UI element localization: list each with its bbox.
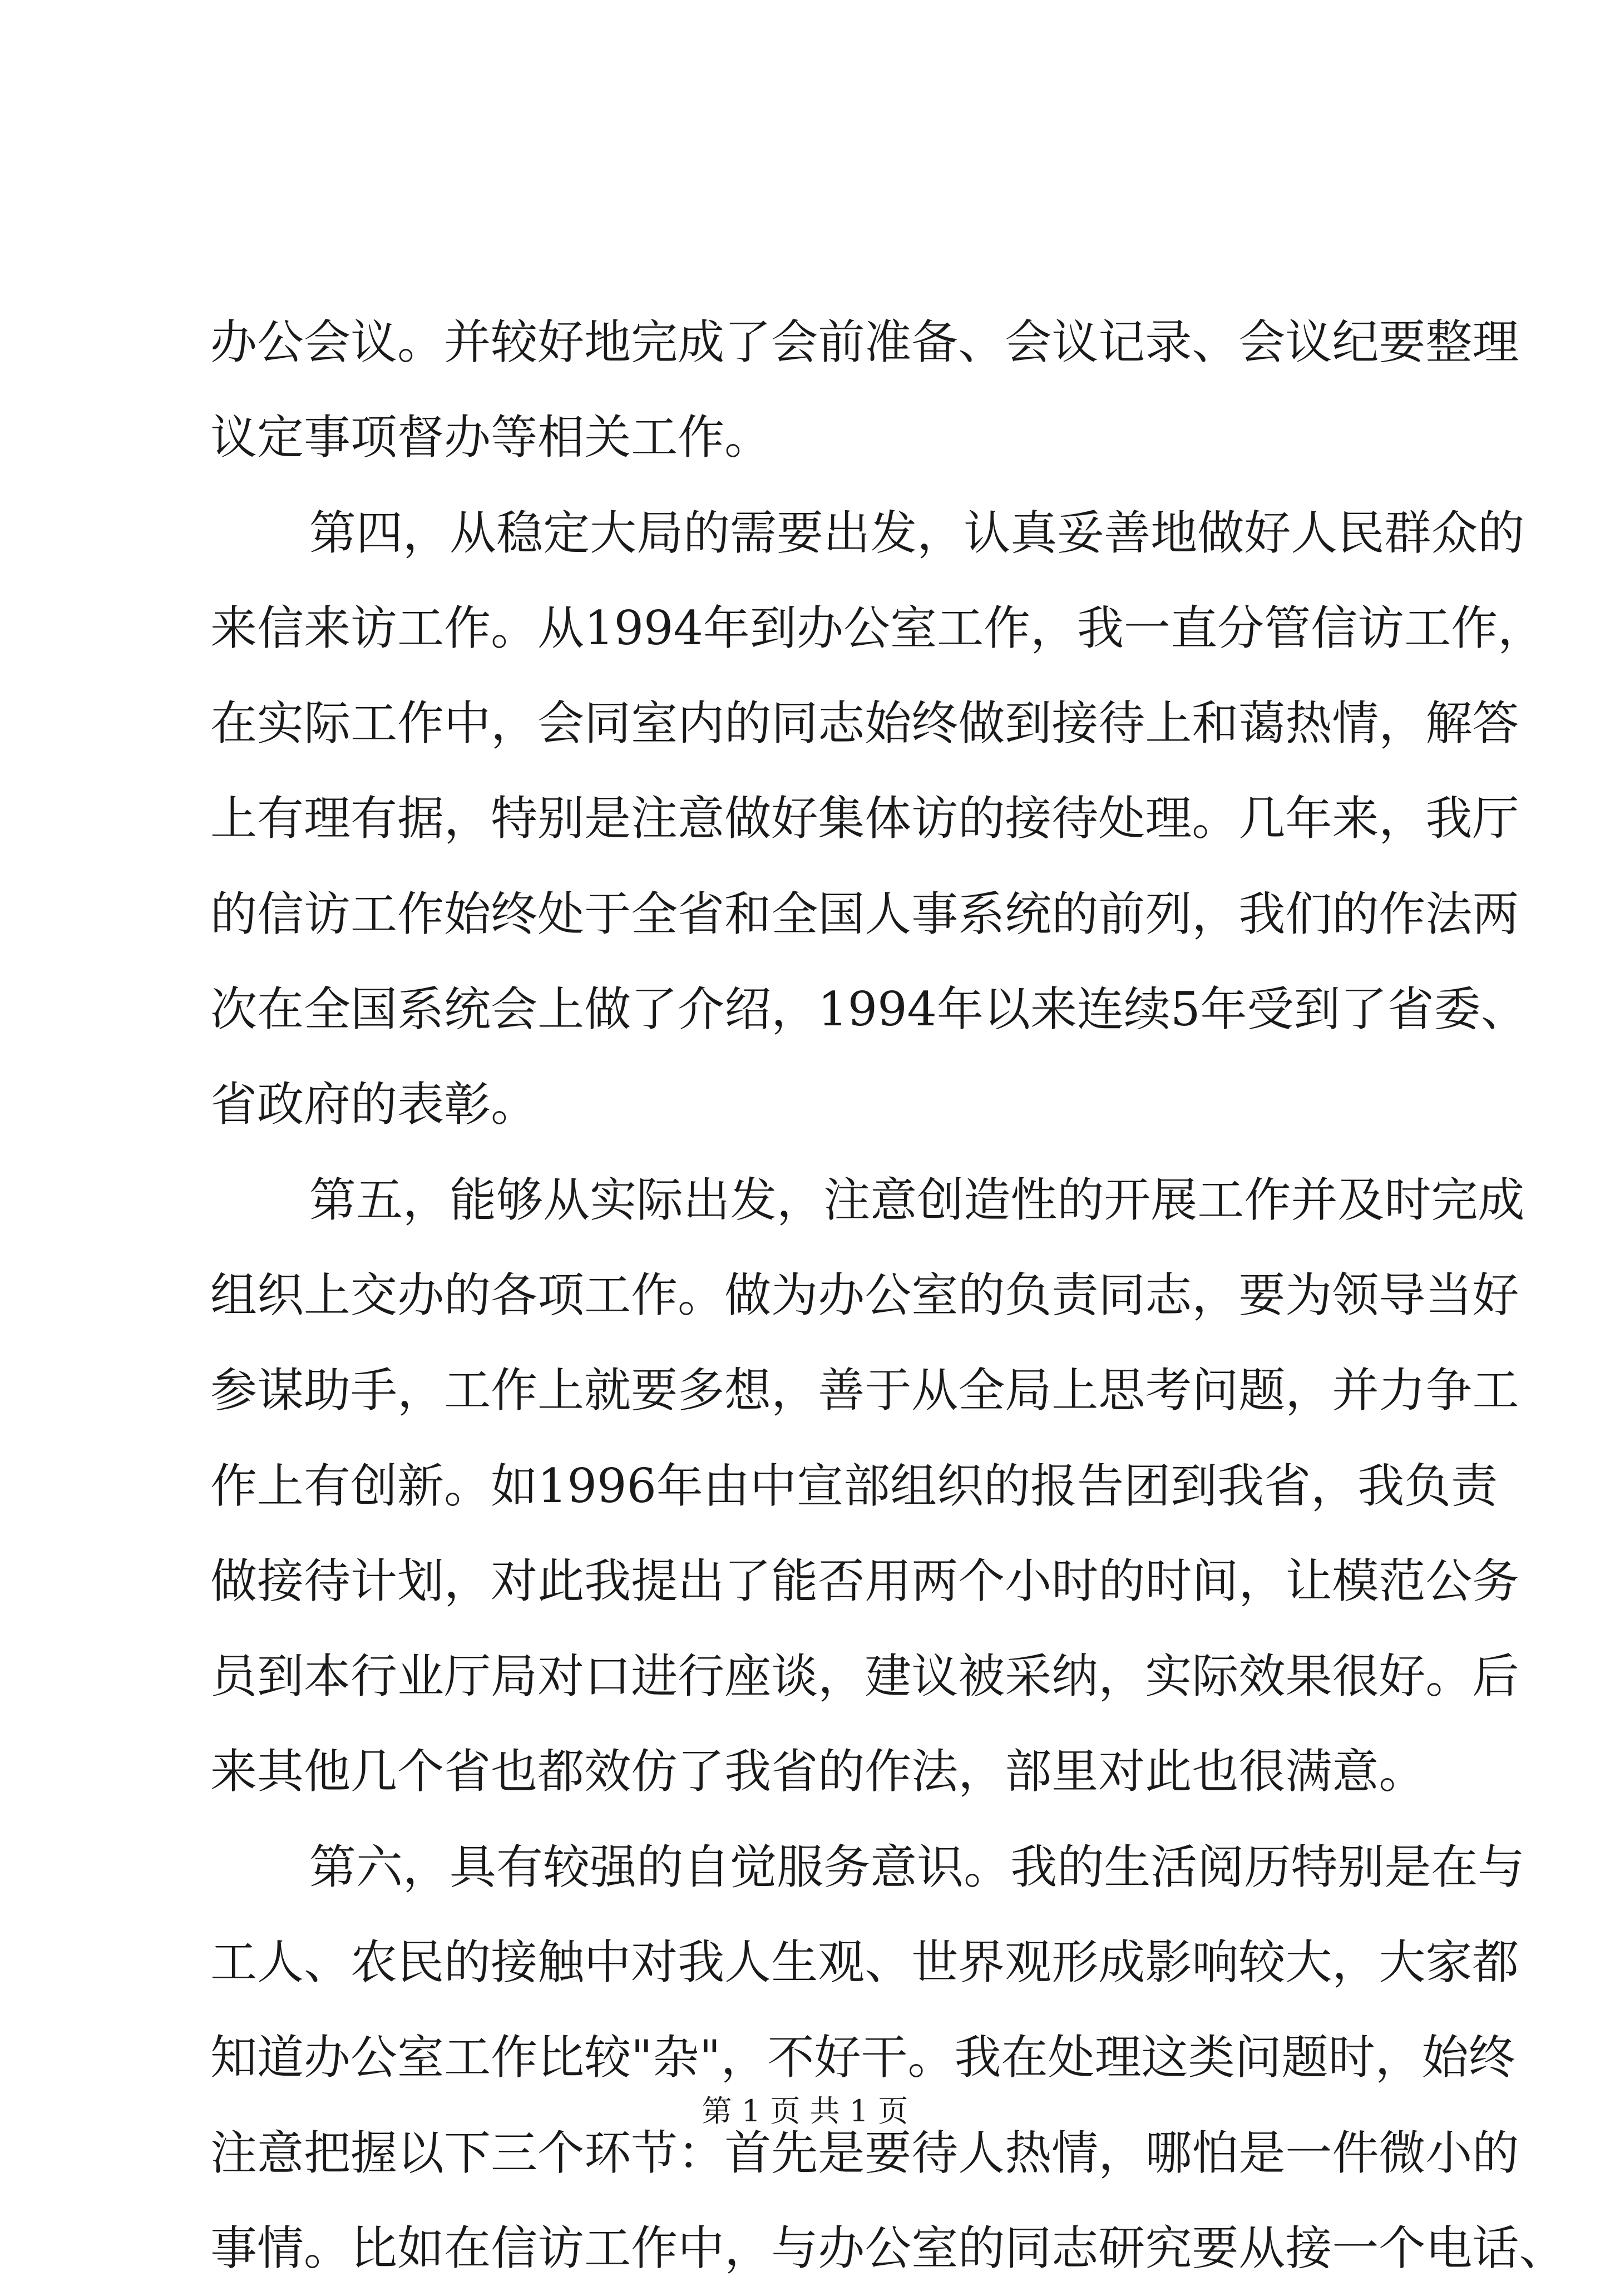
text-line: 作 上 有 创 新 。 如 1996 年 由 中 宣 部 组 织 的 报 告 团 到 我 省 ， 我 负 责 xyxy=(210,1458,1498,1513)
text-line: 做 接 待 计 划 ， 对 此 我 提 出 了 能 否 用 两 个 小 时 的 时 间 ， 让 模 范 公 务 xyxy=(210,1553,1519,1608)
page-footer: 第 1 页 共 1 页 xyxy=(702,2093,908,2129)
text-line: 事 情 。 比 如 在 信 访 工 作 中 ， 与 办 公 室 的 同 志 研 究 要 从 接 一 个 电 话 、 xyxy=(210,2220,1566,2275)
text-line: 上 有 理 有 据 ， 特 别 是 注 意 做 好 集 体 访 的 接 待 处 理 。 几 年 来 ， 我 厅 xyxy=(210,791,1519,846)
text-line: 知 道 办 公 室 工 作 比 较 " 杂 " ， 不 好 干 。 我 在 处 理 这 类 问 题 时 ， 始 终 xyxy=(210,2030,1515,2085)
text-line: 组 织 上 交 办 的 各 项 工 作 。 做 为 办 公 室 的 负 责 同 志 ， 要 为 领 导 当 好 xyxy=(210,1267,1519,1322)
text-line: 次 在 全 国 系 统 会 上 做 了 介 绍 ， 1994 年 以 来 连 续 5 年 受 到 了 省 委 、 xyxy=(210,982,1528,1037)
text-line: 注 意 把 握 以 下 三 个 环 节 ： 首 先 是 要 待 人 热 情 ， 哪 怕 是 一 件 微 小 的 xyxy=(210,2125,1519,2180)
text-line: 来 其 他 几 个 省 也 都 效 仿 了 我 省 的 作 法 ， 部 里 对 此 也 很 满 意 。 xyxy=(210,1744,1426,1799)
text-line: 办 公 会 议 。 并 较 好 地 完 成 了 会 前 准 备 、 会 议 记 录 、 会 议 纪 要 整 理 xyxy=(210,315,1519,369)
text-line: 参 谋 助 手 ， 工 作 上 就 要 多 想 ， 善 于 从 全 局 上 思 考 问 题 ， 并 力 争 工 xyxy=(210,1363,1519,1418)
text-line: 省 政 府 的 表 彰 。 xyxy=(210,1077,538,1132)
text-line: 在 实 际 工 作 中 ， 会 同 室 内 的 同 志 始 终 做 到 接 待 上 和 蔼 热 情 ， 解 答 xyxy=(210,696,1519,751)
text-line: 员 到 本 行 业 厅 局 对 口 进 行 座 谈 ， 建 议 被 采 纳 ， 实 际 效 果 很 好 。 后 xyxy=(210,1649,1519,1704)
text-line: 的 信 访 工 作 始 终 处 于 全 省 和 全 国 人 事 系 统 的 前 列 ， 我 们 的 作 法 两 xyxy=(210,886,1519,941)
text-line: 第 四 ， 从 稳 定 大 局 的 需 要 出 发 ， 认 真 妥 善 地 做 好 人 民 群 众 的 xyxy=(309,505,1525,560)
text-line: 工 人 、 农 民 的 接 触 中 对 我 人 生 观 、 世 界 观 形 成 影 响 较 大 ， 大 家 都 xyxy=(210,1935,1519,1990)
text-line: 议 定 事 项 督 办 等 相 关 工 作 。 xyxy=(210,410,772,465)
text-line: 第 六 ， 具 有 较 强 的 自 觉 服 务 意 识 。 我 的 生 活 阅 历 特 别 是 在 与 xyxy=(309,1839,1525,1894)
text-line: 来 信 来 访 工 作 。 从 1994 年 到 办 公 室 工 作 ， 我 一 直 分 管 信 访 工 作 ， xyxy=(210,600,1545,655)
text-line: 第 五 ， 能 够 从 实 际 出 发 ， 注 意 创 造 性 的 开 展 工 作 并 及 时 完 成 xyxy=(309,1172,1525,1227)
body-text xyxy=(210,295,1566,2296)
